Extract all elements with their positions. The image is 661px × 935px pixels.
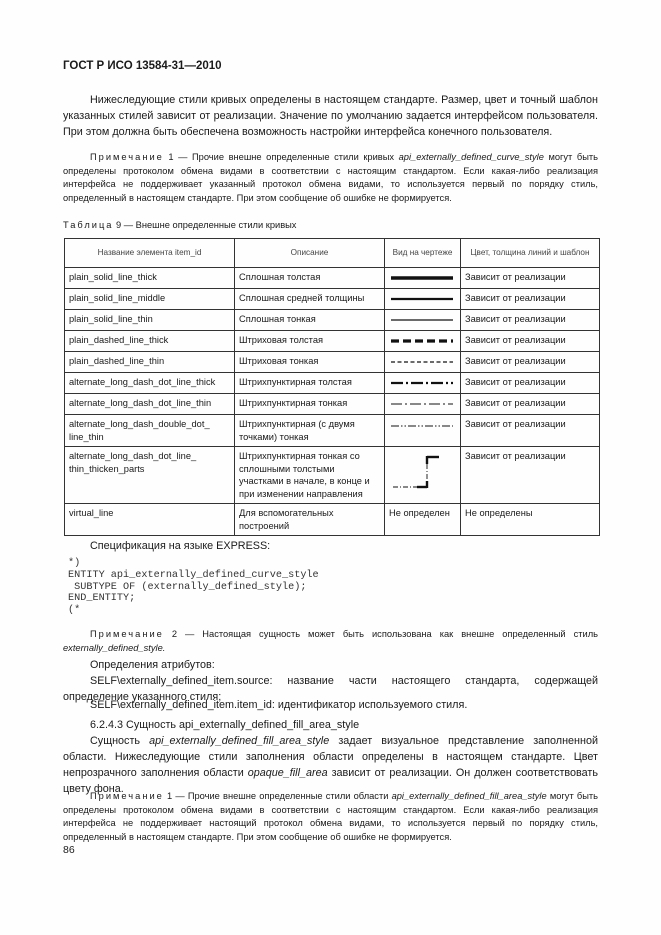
table-header-row (65, 239, 600, 268)
row-color: Зависит от реализации (461, 394, 600, 415)
row-color: Зависит от реализации (461, 352, 600, 373)
row-desc: Сплошная толстая (235, 268, 385, 289)
row-desc: Сплошная тонкая (235, 310, 385, 331)
note-number: 1 — Прочие внешне определенные стили области (167, 791, 389, 801)
table-row (65, 268, 600, 289)
code-line: *) (68, 558, 81, 569)
code-line: (* (68, 605, 81, 617)
row-desc: Штриховая тонкая (235, 352, 385, 373)
col-header-color: Цвет, толщина линий и шаблон (461, 239, 600, 268)
row-desc: Сплошная средней толщины (235, 289, 385, 310)
line-sample (385, 415, 461, 447)
line-sample (385, 447, 461, 504)
row-name: alternate_long_dash_double_dot_ line_thin (65, 415, 235, 447)
line-sample (385, 331, 461, 352)
col-header-appearance: Вид на чертеже (385, 239, 461, 268)
note-label: Примечание (90, 152, 164, 162)
line-sample (385, 352, 461, 373)
table-caption-label: Таблица (63, 220, 114, 230)
row-color: Зависит от реализации (461, 268, 600, 289)
section-text-start: Сущность (90, 735, 141, 747)
note-term: externally_defined_style. (63, 642, 166, 653)
section-text-mid: задает визуальное представление заполненной области. Нижеследующие стили заполнения области определены в настоящем стандарте. Цвет непрозрачного заполнения области (63, 735, 598, 779)
attr-item-id: SELF\externally_defined_item.item_id: идентификатор используемого стиля. (90, 699, 468, 711)
note-text: могут быть определены протоколом обмена видами в соответствии с настоящим стандартом. Если какая-либо реализация интерфейса не поддерживает настоящий протокол обмена видами, то используется первый по порядку стиль, определенный в настоящем стандарте. При этом сообщение об ошибке не формируется. (63, 791, 598, 842)
section-text-end: зависит от реализации. Он должен соответствовать цвету фона. (63, 767, 598, 795)
row-name: alternate_long_dash_dot_line_thin (65, 394, 235, 415)
intro-paragraph: Нижеследующие стили кривых определены в настоящем стандарте. Размер, цвет и точный шаблон указанных стилей зависит от реализации. Значение по умолчанию задается интерфейсом пользователя. При этом должна быть обеспечена возможность настройки интерфейса конечного пользователя. (63, 94, 598, 138)
table-row (65, 415, 600, 447)
row-desc: Штрихпунктирная тонкая со сплошными толстыми участками в начале, в конце и при изменении направления (235, 447, 385, 504)
section-term: api_externally_defined_fill_area_style (149, 735, 330, 747)
row-desc: Штриховая толстая (235, 331, 385, 352)
code-line: SUBTYPE OF (externally_defined_style); (68, 581, 307, 593)
row-color: Зависит от реализации (461, 310, 600, 331)
table-row (65, 447, 600, 504)
row-color: Зависит от реализации (461, 331, 600, 352)
code-line: ENTITY api_externally_defined_curve_style (68, 569, 319, 581)
table-row (65, 504, 600, 536)
note-1 (63, 151, 598, 205)
table-row (65, 331, 600, 352)
section-heading: 6.2.4.3 Сущность api_externally_defined_fill_area_style (90, 719, 360, 731)
note-text: могут быть определены протоколом обмена видами в соответствии с настоящим стандартом. Если какая-либо реализация интерфейса не поддерживает указанный протокол обмена видами, то используется первый по порядку стиль, определенный в настоящем стандарте. При этом сообщение об ошибке не формируется. (63, 152, 598, 203)
row-name: plain_solid_line_thin (65, 310, 235, 331)
section-paragraph (63, 733, 598, 797)
express-title: Спецификация на языке EXPRESS: (90, 540, 271, 552)
table-row (65, 394, 600, 415)
table-caption-text: 9 — Внешне определенные стили кривых (116, 220, 297, 230)
row-color: Не определены (461, 504, 600, 536)
row-name: plain_solid_line_middle (65, 289, 235, 310)
row-desc: Для вспомогательных построений (235, 504, 385, 536)
row-name: alternate_long_dash_dot_line_thick (65, 373, 235, 394)
table-row (65, 373, 600, 394)
line-sample (385, 310, 461, 331)
row-name: plain_dashed_line_thin (65, 352, 235, 373)
row-color: Зависит от реализации (461, 447, 600, 504)
note-2 (63, 628, 598, 655)
row-desc: Штрихпунктирная толстая (235, 373, 385, 394)
row-appearance-text: Не определен (385, 504, 461, 536)
attr-source: SELF\externally_defined_item.source: название части настоящего стандарта, содержащей определение указанного стиля; (63, 675, 598, 703)
row-color: Зависит от реализации (461, 415, 600, 447)
note-term: api_externally_defined_curve_style (398, 152, 544, 162)
table-row (65, 352, 600, 373)
section-term-2: opaque_fill_area (247, 767, 328, 779)
note-label: Примечание (90, 791, 164, 801)
row-name: alternate_long_dash_dot_line_ thin_thicken_parts (65, 447, 235, 504)
note-text: 2 — Настоящая сущность может быть использована как внешне определенный стиль (171, 629, 598, 639)
table-row (65, 310, 600, 331)
attrs-title: Определения атрибутов: (90, 659, 215, 671)
row-name: virtual_line (65, 504, 235, 536)
row-color: Зависит от реализации (461, 289, 600, 310)
line-sample (385, 373, 461, 394)
line-sample (385, 394, 461, 415)
table-caption (63, 220, 296, 230)
row-desc: Штрихпунктирная тонкая (235, 394, 385, 415)
col-header-name: Название элемента item_id (65, 239, 235, 268)
col-header-description: Описание (235, 239, 385, 268)
note-3 (63, 790, 598, 844)
row-name: plain_solid_line_thick (65, 268, 235, 289)
row-name: plain_dashed_line_thick (65, 331, 235, 352)
page-header: ГОСТ Р ИСО 13584-31—2010 (63, 60, 222, 72)
curve-styles-table (64, 238, 600, 536)
note-term: api_externally_defined_fill_area_style (391, 791, 547, 801)
page-number: 86 (63, 844, 75, 856)
express-code (68, 558, 319, 617)
line-sample (385, 289, 461, 310)
note-label: Примечание (90, 629, 164, 639)
note-number: 1 — Прочие внешне определенные стили кривых (168, 152, 395, 162)
line-sample (385, 268, 461, 289)
row-desc: Штрихпунктирная (с двумя точками) тонкая (235, 415, 385, 447)
table-row (65, 289, 600, 310)
row-color: Зависит от реализации (461, 373, 600, 394)
code-line: END_ENTITY; (68, 593, 136, 605)
